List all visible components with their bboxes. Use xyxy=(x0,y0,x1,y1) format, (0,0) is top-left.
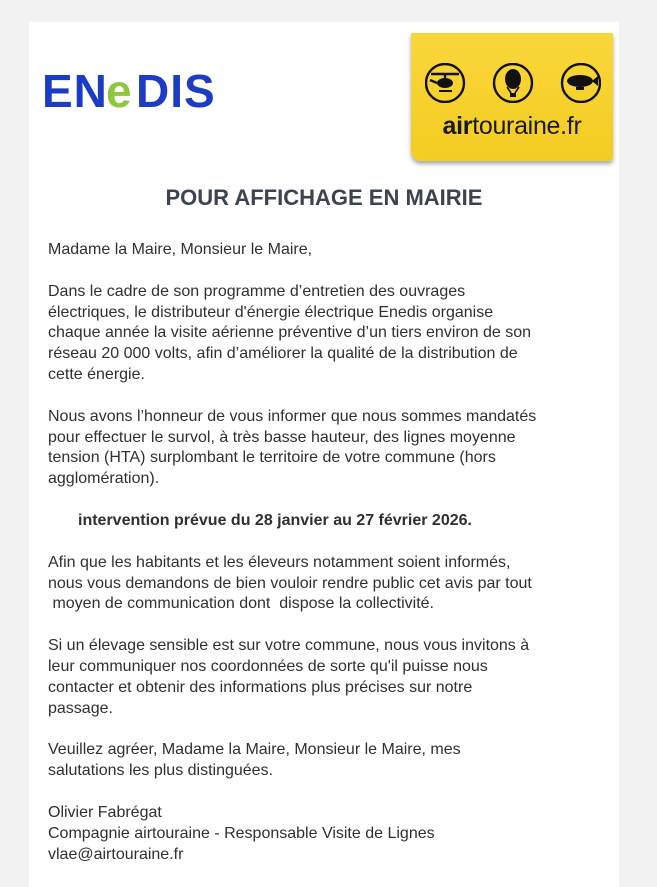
signature-email: vlae@airtouraine.fr xyxy=(48,845,184,863)
paragraph-line: moyen de communication dont dispose la collectivité. xyxy=(48,595,434,613)
page-title: POUR AFFICHAGE EN MAIRIE xyxy=(165,185,483,210)
paragraph-line: agglomération). xyxy=(48,470,160,488)
signature-role: Compagnie airtouraine - Responsable Visite de Lignes xyxy=(48,824,435,842)
enedis-logo xyxy=(42,67,234,115)
paragraph-line: contacter et obtenir des informations plus précises sur notre xyxy=(48,678,473,696)
paragraph-4 xyxy=(48,636,608,719)
salutation: Madame la Maire, Monsieur le Maire, xyxy=(48,241,313,258)
air-icons-row xyxy=(425,63,601,103)
paragraph-line: Veuillez agréer, Madame la Maire, Monsieur le Maire, mes xyxy=(48,741,461,759)
signature-block xyxy=(48,803,608,865)
airtouraine-wordmark: airtouraine.fr xyxy=(442,112,582,140)
closing xyxy=(48,740,608,782)
signature-name: Olivier Fabrégat xyxy=(48,803,162,821)
paragraph-line: cette énergie. xyxy=(48,365,145,383)
paragraph-line: nous vous demandons de bien vouloir rendre public cet avis par tout xyxy=(48,574,532,592)
paragraph-line: tension (HTA) surplombant le territoire de votre commune (hors xyxy=(48,449,496,467)
paragraph-3 xyxy=(48,553,608,615)
paragraph-line: leur communiquer nos coordonnées de sorte qu'il puisse nous xyxy=(48,657,488,675)
paragraph-line: Nous avons l’honneur de vous informer que nous sommes mandatés xyxy=(48,407,537,425)
intervention-dates: intervention prévue du 28 janvier au 27 février 2026. xyxy=(78,511,472,529)
paragraph-line: électriques, le distributeur d'énergie électrique Enedis organise xyxy=(48,303,494,321)
paragraph-line: Afin que les habitants et les éleveurs notamment soient informés, xyxy=(48,553,511,571)
paragraph-line: pour effectuer le survol, à très basse hauteur, des lignes moyenne xyxy=(48,428,516,446)
hot-air-balloon-icon xyxy=(494,64,532,102)
paragraph-line: Si un élevage sensible est sur votre commune, nous vous invitons à xyxy=(48,637,530,655)
paragraph-2 xyxy=(48,407,608,490)
helicopter-icon xyxy=(426,64,464,102)
svg-text:e: e xyxy=(106,67,132,115)
letter-header xyxy=(29,22,619,172)
airtouraine-logo xyxy=(411,33,613,161)
paragraph-line: chaque année la visite aérienne préventive d’un tiers environ de son xyxy=(48,324,531,342)
paragraph-1 xyxy=(48,282,608,386)
paragraph-line: salutations les plus distinguées. xyxy=(48,762,274,780)
paragraph-line: réseau 20 000 volts, afin d’améliorer la qualité de la distribution de xyxy=(48,345,518,363)
document-page xyxy=(29,22,619,887)
airship-icon xyxy=(562,64,600,102)
paragraph-line: Dans le cadre de son programme d’entretien des ouvrages xyxy=(48,282,466,300)
svg-text:EN: EN xyxy=(42,67,108,115)
letter-body xyxy=(48,240,608,865)
paragraph-line: passage. xyxy=(48,699,113,717)
svg-text:DIS: DIS xyxy=(136,67,216,115)
